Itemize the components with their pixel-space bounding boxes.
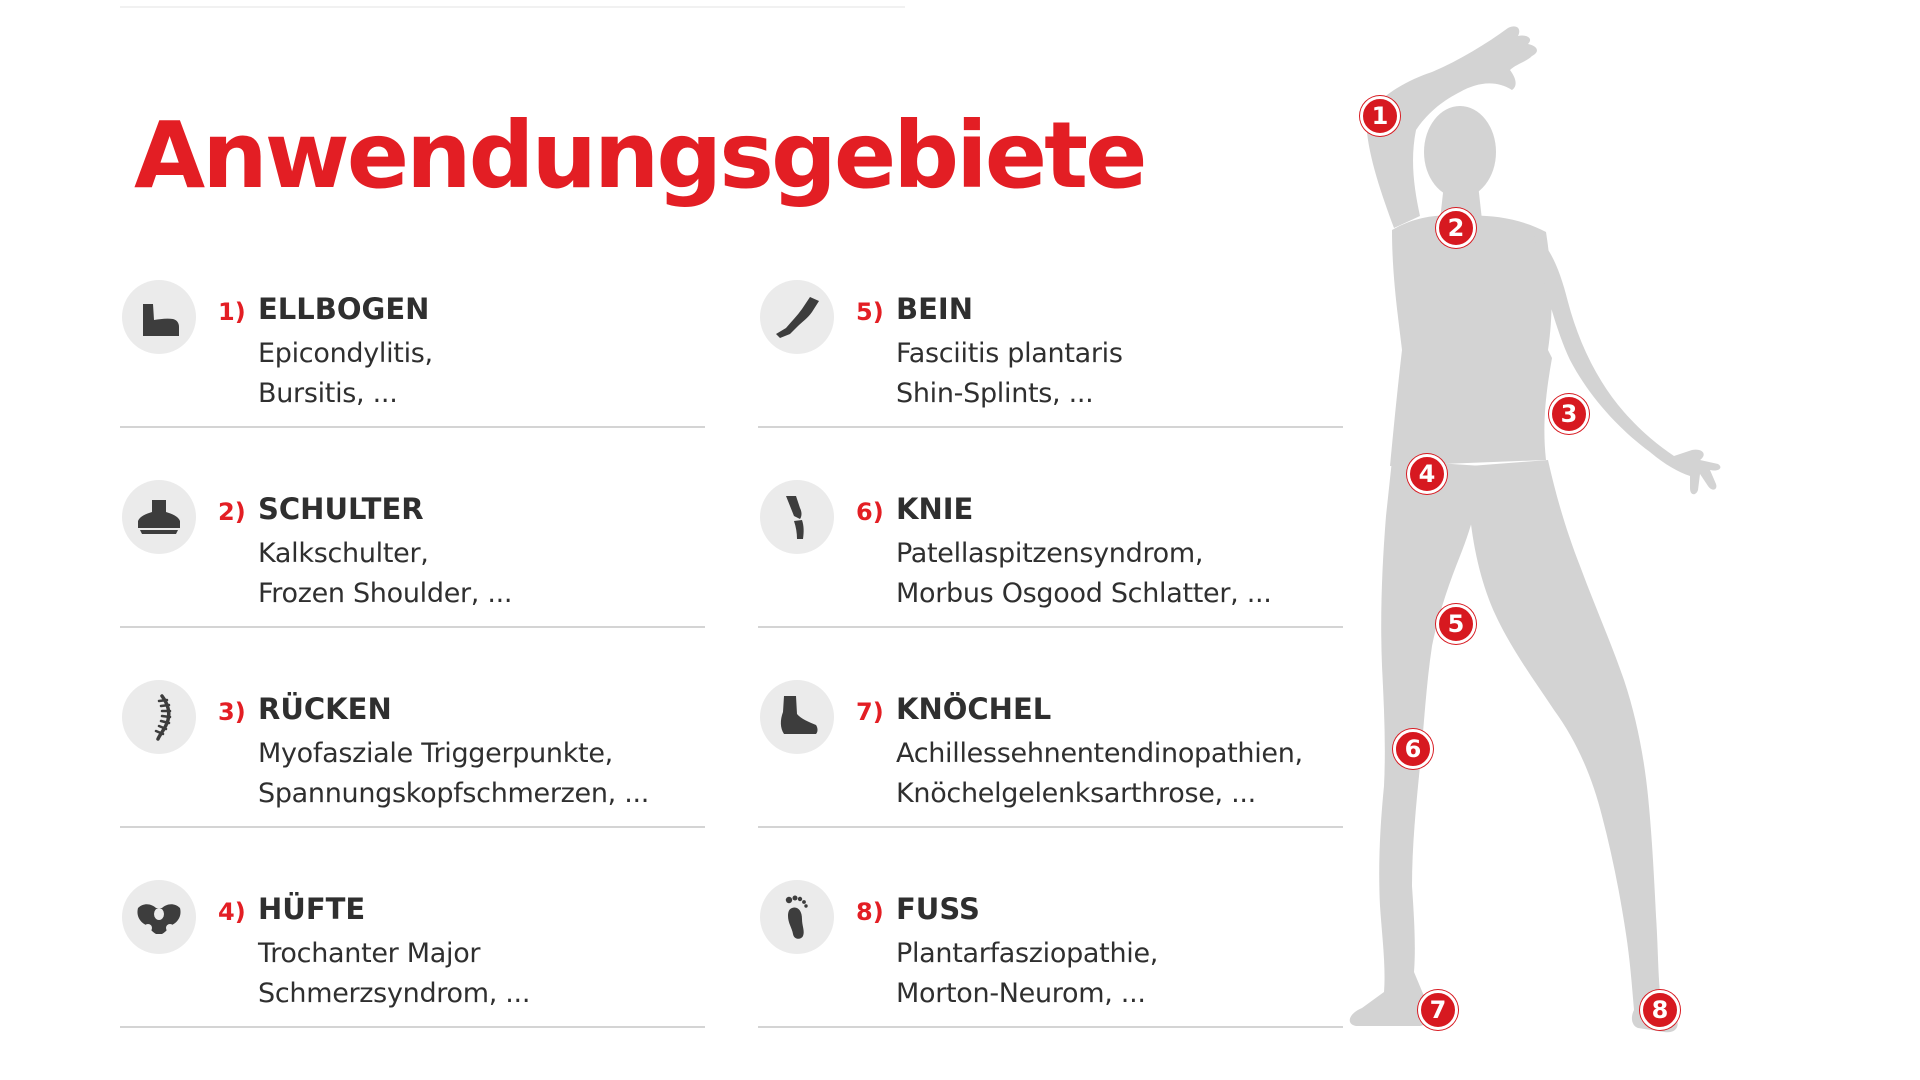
icon-badge — [760, 880, 834, 954]
item-description — [258, 934, 530, 1014]
footprint-icon — [772, 892, 822, 942]
item-description — [258, 534, 512, 614]
area-item-foot — [758, 828, 1343, 1028]
ankle-icon — [772, 692, 822, 742]
item-desc-line: Knöchelgelenksarthrose, ... — [896, 778, 1256, 809]
item-description — [896, 734, 1303, 814]
item-desc-line: Myofasziale Triggerpunkte, — [258, 738, 613, 769]
item-desc-line: Achillessehnentendinopathien, — [896, 738, 1303, 769]
item-desc-line: Schmerzsyndrom, ... — [258, 978, 531, 1009]
item-desc-line: Trochanter Major — [258, 938, 481, 969]
item-desc-line: Frozen Shoulder, ... — [258, 578, 513, 609]
item-title: SCHULTER — [258, 492, 424, 526]
icon-badge — [122, 480, 196, 554]
body-silhouette — [1320, 20, 1820, 1080]
item-desc-line: Patellaspitzensyndrom, — [896, 538, 1204, 569]
body-marker: 7 — [1418, 990, 1458, 1030]
item-desc-line: Spannungskopfschmerzen, ... — [258, 778, 650, 809]
body-marker: 4 — [1407, 454, 1447, 494]
spine-icon — [134, 692, 184, 742]
elbow-icon — [134, 292, 184, 342]
item-desc-line: Plantarfasziopathie, — [896, 938, 1159, 969]
item-number: 2) — [218, 498, 246, 526]
icon-badge — [122, 880, 196, 954]
top-divider — [120, 6, 905, 8]
item-number: 1) — [218, 298, 246, 326]
item-title: ELLBOGEN — [258, 292, 430, 326]
icon-badge — [760, 480, 834, 554]
item-number: 4) — [218, 898, 246, 926]
item-title: RÜCKEN — [258, 692, 392, 726]
item-description — [258, 334, 433, 414]
knee-icon — [772, 492, 822, 542]
area-item-elbow — [120, 228, 705, 428]
area-item-back — [120, 628, 705, 828]
body-marker: 1 — [1360, 96, 1400, 136]
item-desc-line: Epicondylitis, — [258, 338, 433, 369]
item-number: 3) — [218, 698, 246, 726]
page-title: Anwendungsgebiete — [134, 102, 1145, 209]
item-desc-line: Shin-Splints, ... — [896, 378, 1094, 409]
area-item-ankle — [758, 628, 1343, 828]
item-description — [896, 934, 1158, 1014]
body-marker: 5 — [1436, 604, 1476, 644]
item-desc-line: Morbus Osgood Schlatter, ... — [896, 578, 1272, 609]
item-divider — [120, 1026, 705, 1028]
body-marker: 8 — [1640, 990, 1680, 1030]
body-figure — [1320, 20, 1820, 1080]
body-marker: 3 — [1549, 394, 1589, 434]
area-item-knee — [758, 428, 1343, 628]
item-description — [896, 334, 1123, 414]
item-desc-line: Fasciitis plantaris — [896, 338, 1123, 369]
item-title: KNÖCHEL — [896, 692, 1052, 726]
item-description — [258, 734, 649, 814]
item-desc-line: Bursitis, ... — [258, 378, 398, 409]
area-item-shoulder — [120, 428, 705, 628]
area-item-leg — [758, 228, 1343, 428]
item-number: 6) — [856, 498, 884, 526]
body-marker: 6 — [1393, 729, 1433, 769]
pelvis-icon — [134, 892, 184, 942]
leg-icon — [772, 292, 822, 342]
item-title: KNIE — [896, 492, 974, 526]
icon-badge — [122, 280, 196, 354]
item-number: 7) — [856, 698, 884, 726]
item-title: BEIN — [896, 292, 973, 326]
icon-badge — [760, 680, 834, 754]
item-title: HÜFTE — [258, 892, 366, 926]
item-title: FUSS — [896, 892, 980, 926]
body-marker: 2 — [1436, 208, 1476, 248]
area-item-hip — [120, 828, 705, 1028]
item-number: 8) — [856, 898, 884, 926]
item-divider — [758, 1026, 1343, 1028]
item-desc-line: Morton-Neurom, ... — [896, 978, 1146, 1009]
item-number: 5) — [856, 298, 884, 326]
icon-badge — [760, 280, 834, 354]
shoulder-icon — [134, 492, 184, 542]
icon-badge — [122, 680, 196, 754]
item-description — [896, 534, 1272, 614]
item-desc-line: Kalkschulter, — [258, 538, 429, 569]
